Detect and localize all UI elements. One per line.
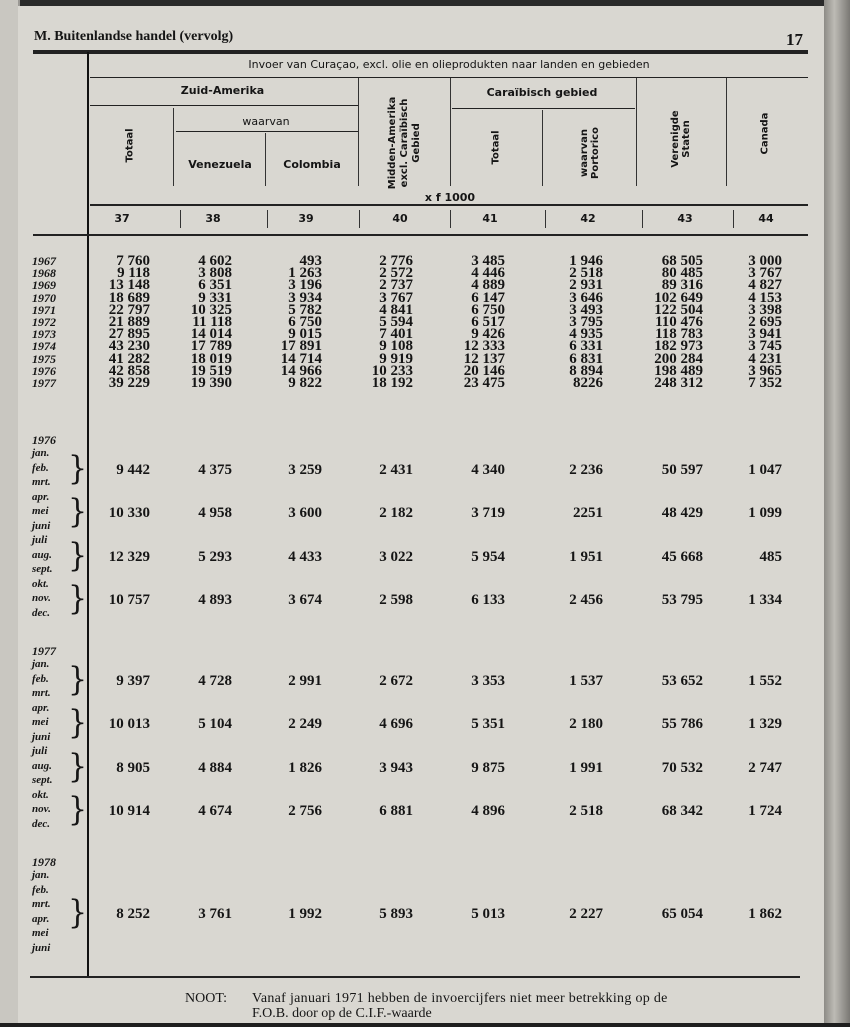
table-cell: 1 334 [748,592,782,609]
group-rule [176,131,358,132]
table-cell: 493 [299,253,322,269]
table-cell: 53 795 [661,592,703,609]
divider [450,210,451,228]
table-cell: 2 672 [379,672,413,689]
table-cell: 19 519 [190,362,232,379]
brace-icon: } [68,448,88,488]
table-cell: 6 831 [569,350,603,367]
table-cell: 485 [759,548,782,565]
table-cell: 1 329 [748,716,782,733]
table-caption: Invoer van Curaçao, excl. olie en olieprodukten naar landen en gebieden [248,58,650,71]
note-line-2: F.O.B. door op de C.I.F.-waarde [252,1006,432,1021]
table-cell: 4 231 [748,350,782,367]
month-label: okt. [32,577,49,590]
table-cell: 68 505 [661,253,703,269]
table-cell: 17 891 [280,338,322,355]
row-year: 1968 [32,266,56,281]
table-cell: 14 014 [190,326,232,343]
table-cell: 65 054 [661,905,703,922]
group-waarvan: waarvan [242,115,290,128]
table-cell: 13 148 [108,277,150,294]
month-label: apr. [32,490,50,503]
table-cell: 3 795 [569,314,603,330]
table-cell: 11 118 [192,314,232,330]
table-cell: 4 893 [198,592,232,609]
table-cell: 2 518 [569,265,603,282]
table-cell: 10 914 [108,803,150,820]
table-cell: 6 881 [379,803,413,820]
table-cell: 3 965 [748,362,782,379]
table-cell: 5 954 [471,548,505,565]
table-cell: 2 598 [379,592,413,609]
table-cell: 89 316 [661,277,703,294]
scan-bottom-edge [0,1023,850,1027]
divider [180,210,181,228]
table-cell: 2 931 [569,277,603,294]
page-number: 17 [786,30,803,49]
table-cell: 4 889 [471,277,505,294]
month-label: aug. [32,548,52,561]
table-cell: 9 331 [198,289,232,306]
table-cell: 4 841 [379,301,413,318]
table-cell: 5 594 [379,314,413,330]
table-cell: 2 695 [748,314,782,330]
row-year: 1969 [32,278,56,293]
table-cell: 1 552 [748,672,782,689]
row-year: 1970 [32,290,56,305]
section-year: 1978 [32,855,56,869]
group-caraibisch: Caraïbisch gebied [486,86,598,99]
table-cell: 4 153 [748,289,782,306]
month-label: mei [32,927,49,939]
table-cell: 4 958 [198,505,232,522]
table-cell: 2 236 [569,461,603,478]
month-label: juni [32,519,51,532]
table-cell: 17 789 [190,338,232,355]
table-cell: 9 108 [379,338,413,355]
month-label: sept. [32,774,53,786]
table-cell: 6 750 [471,301,505,318]
table-cell: 198 489 [654,362,703,379]
table-cell: 102 649 [654,289,703,306]
table-cell: 5 351 [471,716,505,733]
column-number: 40 [392,212,408,225]
col-header-verenigde-staten: Verenigde Staten [670,110,692,168]
table-cell: 3 745 [748,338,782,355]
header-bottom-rule [33,234,808,236]
brace-icon: } [68,746,88,786]
top-rule [33,50,808,54]
month-label: sept. [32,563,53,575]
table-cell: 9 442 [116,461,150,478]
table-cell: 2 737 [379,277,413,294]
col-header-portorico: waarvan Portorico [579,127,601,179]
row-year: 1977 [32,376,56,390]
divider [636,78,637,186]
table-cell: 5 104 [198,716,232,733]
table-cell: 3 719 [471,505,505,522]
table-cell: 2 456 [569,592,603,609]
table-cell: 14 966 [280,362,322,379]
table-cell: 3 022 [379,548,413,565]
month-label: apr. [32,701,50,714]
page-left-edge [0,0,20,1027]
col-header-colombia: Colombia [283,158,341,171]
table-cell: 1 951 [569,548,603,565]
col-header-totaal: Totaal [124,128,136,163]
divider [358,78,359,186]
table-cell: 9 919 [379,350,413,367]
table-cell: 2 991 [288,672,322,689]
table-cell: 4 433 [288,548,322,565]
table-cell: 6 147 [471,289,505,306]
table-cell: 55 786 [661,716,703,733]
table-cell: 2251 [573,505,603,522]
divider [267,210,268,228]
divider [545,210,546,228]
table-cell: 10 233 [371,362,413,379]
table-cell: 5 782 [288,301,322,318]
table-cell: 14 714 [280,350,322,367]
month-label: mrt. [32,476,51,488]
table-cell: 10 330 [108,505,150,522]
table-cell: 5 013 [471,905,505,922]
table-cell: 10 325 [190,301,232,318]
table-cell: 3 485 [471,253,505,269]
col-header-venezuela: Venezuela [188,158,252,171]
divider [726,78,727,186]
table-cell: 7 401 [379,326,413,343]
month-label: juni [32,941,51,954]
table-cell: 110 476 [655,314,703,330]
row-year: 1976 [32,363,56,378]
table-cell: 9 875 [471,759,505,776]
month-label: feb. [32,883,49,896]
month-label: nov. [32,592,51,604]
table-cell: 1 099 [748,505,782,522]
table-cell: 4 696 [379,716,413,733]
table-cell: 5 893 [379,905,413,922]
table-cell: 8 252 [116,905,150,922]
table-cell: 3 767 [379,289,413,306]
table-cell: 3 493 [569,301,603,318]
column-number: 42 [580,212,596,225]
table-cell: 2 747 [748,759,782,776]
table-cell: 2 756 [288,803,322,820]
table-cell: 22 797 [108,301,150,318]
table-cell: 42 858 [108,362,150,379]
row-year: 1972 [32,315,56,329]
table-cell: 12 333 [463,338,505,355]
table-cell: 3 808 [198,265,232,282]
table-cell: 3 767 [748,265,782,282]
table-cell: 68 342 [661,803,703,820]
section-year: 1977 [32,644,56,658]
month-label: apr. [32,912,50,925]
table-cell: 80 485 [661,265,703,282]
col-header-midden-amerika: Midden-Amerika excl. Caraïbisch Gebied [387,96,422,190]
month-label: juli [32,534,48,546]
table-cell: 21 889 [108,314,150,330]
brace-icon: } [68,790,88,829]
column-number: 41 [482,212,498,225]
table-cell: 1 991 [569,759,603,776]
table-cell: 9 015 [288,326,322,343]
section-year: 1976 [32,433,56,447]
table-cell: 6 517 [471,314,505,330]
unit-label: x f 1000 [424,191,476,204]
table-cell: 12 137 [463,350,505,367]
brace-icon: } [68,579,88,618]
table-cell: 48 429 [661,505,703,522]
table-cell: 2 227 [569,905,603,922]
table-cell: 6 351 [198,277,232,294]
table-cell: 7 352 [748,375,782,391]
table-cell: 4 375 [198,461,232,478]
month-label: mrt. [32,898,51,910]
table-cell: 4 602 [198,253,232,269]
table-cell: 1 992 [288,905,322,922]
table-cell: 1 826 [288,759,322,776]
table-cell: 23 475 [463,375,505,391]
table-cell: 248 312 [654,375,703,391]
group-zuid-amerika: Zuid-Amerika [180,84,265,97]
table-cell: 2 249 [288,716,322,733]
table-cell: 18 192 [371,375,413,391]
table-cell: 18 689 [108,289,150,306]
table-cell: 50 597 [661,461,703,478]
divider [173,108,174,186]
table-cell: 53 652 [661,672,703,689]
table-cell: 4 674 [198,803,232,820]
table-cell: 4 827 [748,277,782,294]
column-number: 44 [758,212,774,225]
table-cell: 2 518 [569,803,603,820]
table-cell: 1 047 [748,461,782,478]
month-label: juni [32,730,51,743]
brace-icon: } [68,535,88,575]
divider [542,110,543,186]
table-cell: 6 133 [471,592,505,609]
table-cell: 12 329 [108,548,150,565]
book-spine-edge [824,0,850,1027]
table-cell: 3 196 [288,277,322,294]
table-cell: 5 293 [198,548,232,565]
row-year: 1975 [32,351,56,366]
column-number: 43 [677,212,693,225]
table-cell: 4 884 [198,759,232,776]
header-rule [90,204,808,206]
brace-icon: } [68,492,88,531]
month-label: aug. [32,759,52,772]
caption-rule [90,77,808,78]
group-rule [452,108,635,109]
table-cell: 1 263 [288,265,322,282]
page-title: M. Buitenlandse handel (vervolg) [34,29,234,44]
table-cell: 4 935 [569,326,603,343]
month-label: feb. [32,672,49,685]
note-line-1: Vanaf januari 1971 hebben de invoercijfers niet meer betrekking op de [252,991,668,1006]
column-number: 37 [114,212,130,225]
table-cell: 43 230 [108,338,150,355]
table-cell: 18 019 [190,350,232,367]
table-cell: 3 259 [288,461,322,478]
table-cell: 122 504 [654,301,703,318]
column-number: 39 [298,212,314,225]
table-cell: 9 397 [116,672,150,689]
table-cell: 27 895 [108,326,150,343]
month-label: mei [32,716,49,728]
table-cell: 9 118 [117,265,150,282]
table-cell: 4 340 [471,461,505,478]
col-header-caraibisch-totaal: Totaal [490,130,502,165]
table-cell: 2 182 [379,505,413,522]
divider [359,210,360,228]
bottom-rule [30,976,800,978]
table-cell: 1 724 [748,803,782,820]
brace-icon: } [68,703,88,742]
table-cell: 9 822 [288,375,322,391]
table-cell: 10 013 [108,716,150,733]
month-label: nov. [32,803,51,815]
table-cell: 3 674 [288,592,322,609]
brace-icon: } [68,659,88,699]
table-cell: 3 943 [379,759,413,776]
table-cell: 182 973 [654,338,703,355]
month-label: jan. [32,869,50,881]
table-cell: 200 284 [654,350,703,367]
table-cell: 4 728 [198,672,232,689]
table-cell: 2 180 [569,716,603,733]
table-cell: 3 600 [288,505,322,522]
table-cell: 10 757 [108,592,150,609]
table-cell: 70 532 [661,759,703,776]
table-cell: 8226 [573,375,603,391]
month-label: dec. [32,606,51,619]
divider [450,78,451,186]
table-cell: 6 750 [288,314,322,330]
table-cell: 3 941 [748,326,782,343]
month-label: mei [32,505,49,517]
table-cell: 8 894 [569,362,603,379]
table-cell: 7 760 [116,253,150,269]
col-header-canada: Canada [759,112,771,155]
table-cell: 8 905 [116,759,150,776]
column-number: 38 [205,212,221,225]
table-cell: 19 390 [190,375,232,391]
table-cell: 3 646 [569,289,603,306]
table-cell: 4 896 [471,803,505,820]
brace-icon: } [68,892,88,932]
table-cell: 3 934 [288,289,322,306]
table-cell: 3 398 [748,301,782,318]
table-cell: 1 537 [569,672,603,689]
month-label: jan. [32,447,50,459]
table-cell: 39 229 [108,375,150,391]
table-cell: 118 783 [655,326,703,343]
row-year: 1973 [32,327,56,342]
month-label: jan. [32,658,50,670]
table-cell: 2 776 [379,253,413,269]
row-year: 1974 [32,339,56,354]
table-cell: 2 431 [379,461,413,478]
table-cell: 20 146 [463,362,505,379]
month-label: okt. [32,788,49,801]
table-cell: 1 862 [748,905,782,922]
table-cell: 9 426 [471,326,505,343]
table-cell: 4 446 [471,265,505,282]
table-cell: 2 572 [379,265,413,282]
month-label: mrt. [32,687,51,699]
table-cell: 3 353 [471,672,505,689]
month-label: feb. [32,461,49,474]
table-cell: 3 761 [198,905,232,922]
note-label: NOOT: [185,991,228,1006]
table-cell: 45 668 [661,548,703,565]
table-cell: 6 331 [569,338,603,355]
group-rule [90,105,358,106]
table-cell: 1 946 [569,253,603,269]
row-year: 1971 [32,302,56,317]
month-label: dec. [32,817,51,830]
divider [733,210,734,228]
divider [642,210,643,228]
row-year: 1967 [32,254,56,268]
table-cell: 41 282 [108,350,150,367]
month-label: juli [32,745,48,757]
table-cell: 3 000 [748,253,782,269]
